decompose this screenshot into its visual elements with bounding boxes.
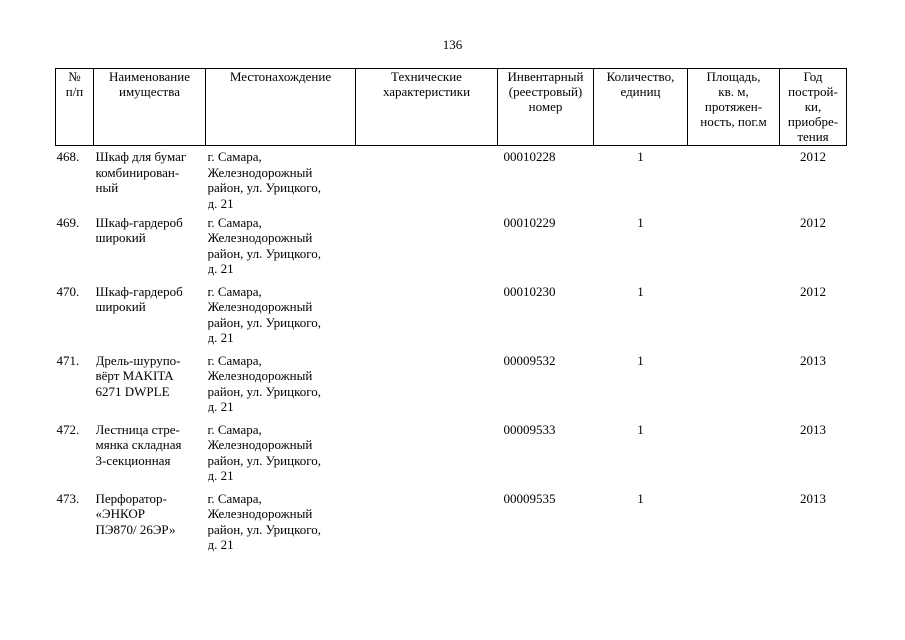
item-location-line: район, ул. Урицкого, <box>207 452 321 468</box>
row-number: 471. <box>56 352 80 368</box>
item-location-line: д. 21 <box>207 330 234 345</box>
item-area <box>688 353 780 422</box>
item-year: 2013 <box>800 352 826 368</box>
table-header-row <box>56 69 847 146</box>
item-area <box>688 491 780 560</box>
item-inventory-number: 00010229 <box>503 214 556 230</box>
item-tech <box>356 422 498 491</box>
item-year: 2013 <box>800 490 826 506</box>
item-location <box>206 491 356 560</box>
table-row <box>56 284 847 353</box>
item-year: 2012 <box>800 283 826 299</box>
item-name-line: Лестница стре- <box>95 421 180 437</box>
item-location <box>206 284 356 353</box>
header-year: Год построй- ки, приобре- тения <box>780 69 847 146</box>
row-number: 472. <box>56 421 80 437</box>
item-name-line: «ЭНКОР <box>95 506 145 521</box>
item-location-line: Железнодорожный <box>207 437 313 452</box>
item-quantity: 1 <box>637 214 644 230</box>
item-inventory-number: 00009532 <box>503 352 556 368</box>
table-row <box>56 353 847 422</box>
table-row <box>56 491 847 560</box>
item-tech <box>356 284 498 353</box>
item-area <box>688 284 780 353</box>
item-name-line: широкий <box>95 299 146 314</box>
item-name-line: широкий <box>95 230 146 245</box>
item-location-line: район, ул. Урицкого, <box>207 314 321 330</box>
item-name-line: вёрт MAKITA <box>95 368 174 383</box>
item-name-line: Шкаф-гардероб <box>95 283 183 299</box>
header-quantity: Количество, единиц <box>594 69 688 146</box>
item-name <box>94 491 206 560</box>
item-year: 2013 <box>800 421 826 437</box>
item-quantity: 1 <box>637 421 644 437</box>
item-tech <box>356 146 498 215</box>
item-location <box>206 215 356 284</box>
item-location-line: Железнодорожный <box>207 230 313 245</box>
item-location-line: г. Самара, <box>207 149 262 164</box>
item-name-line: Перфоратор- <box>95 490 167 506</box>
header-location: Местонахождение <box>206 69 356 146</box>
table-row <box>56 422 847 491</box>
item-name-line: Дрель-шурупо- <box>95 352 181 368</box>
item-area <box>688 422 780 491</box>
item-location-line: район, ул. Урицкого, <box>207 180 321 195</box>
item-name-line: ный <box>95 180 119 195</box>
item-quantity: 1 <box>637 490 644 506</box>
item-location-line: район, ул. Урицкого, <box>207 521 321 537</box>
item-area <box>688 146 780 215</box>
item-location-line: г. Самара, <box>207 421 262 437</box>
header-name: Наименование имущества <box>94 69 206 146</box>
item-inventory-number: 00010228 <box>503 149 556 164</box>
header-num: № п/п <box>56 69 94 146</box>
page-number: 136 <box>442 37 463 52</box>
item-tech <box>356 215 498 284</box>
item-location-line: д. 21 <box>207 537 234 552</box>
item-location <box>206 146 356 215</box>
item-name-line: мянка складная <box>95 437 182 452</box>
item-name-line: комбинирован- <box>95 164 180 180</box>
item-location-line: район, ул. Урицкого, <box>207 383 321 399</box>
item-quantity: 1 <box>637 149 644 164</box>
table-row <box>56 146 847 215</box>
item-tech <box>356 491 498 560</box>
row-number: 473. <box>56 490 80 506</box>
table-body <box>56 146 847 560</box>
row-number: 469. <box>56 214 80 230</box>
item-name-line: 6271 DWPLE <box>95 383 170 399</box>
table-row <box>56 215 847 284</box>
item-location <box>206 353 356 422</box>
item-location-line: Железнодорожный <box>207 299 313 314</box>
item-name <box>94 353 206 422</box>
item-location-line: Железнодорожный <box>207 506 313 521</box>
item-location-line: район, ул. Урицкого, <box>207 245 321 261</box>
item-location-line: Железнодорожный <box>207 164 313 180</box>
row-number: 470. <box>56 283 80 299</box>
item-name <box>94 422 206 491</box>
property-table <box>55 68 847 560</box>
item-location-line: д. 21 <box>207 195 234 211</box>
item-year: 2012 <box>800 214 826 230</box>
item-location-line: д. 21 <box>207 399 234 414</box>
item-name <box>94 215 206 284</box>
item-location <box>206 422 356 491</box>
item-location-line: г. Самара, <box>207 214 262 230</box>
item-location-line: г. Самара, <box>207 352 262 368</box>
item-inventory-number: 00009535 <box>503 490 556 506</box>
item-name-line: ПЭ870/ 26ЭР» <box>95 521 176 537</box>
item-location-line: г. Самара, <box>207 490 262 506</box>
item-name <box>94 146 206 215</box>
item-name-line: Шкаф-гардероб <box>95 214 183 230</box>
item-quantity: 1 <box>637 352 644 368</box>
item-inventory-number: 00010230 <box>503 283 556 299</box>
item-name-line: 3-секционная <box>95 452 171 468</box>
item-quantity: 1 <box>637 283 644 299</box>
item-area <box>688 215 780 284</box>
item-year: 2012 <box>800 149 826 164</box>
item-tech <box>356 353 498 422</box>
item-location-line: д. 21 <box>207 468 234 483</box>
item-location-line: д. 21 <box>207 261 234 276</box>
item-location-line: Железнодорожный <box>207 368 313 383</box>
item-location-line: г. Самара, <box>207 283 262 299</box>
header-tech: Технические характеристики <box>356 69 498 146</box>
header-area: Площадь, кв. м, протяжен- ность, пог.м <box>688 69 780 146</box>
header-inventory: Инвентарный (реестровый) номер <box>498 69 594 146</box>
row-number: 468. <box>56 149 80 164</box>
item-inventory-number: 00009533 <box>503 421 556 437</box>
item-name-line: Шкаф для бумаг <box>95 149 187 164</box>
item-name <box>94 284 206 353</box>
